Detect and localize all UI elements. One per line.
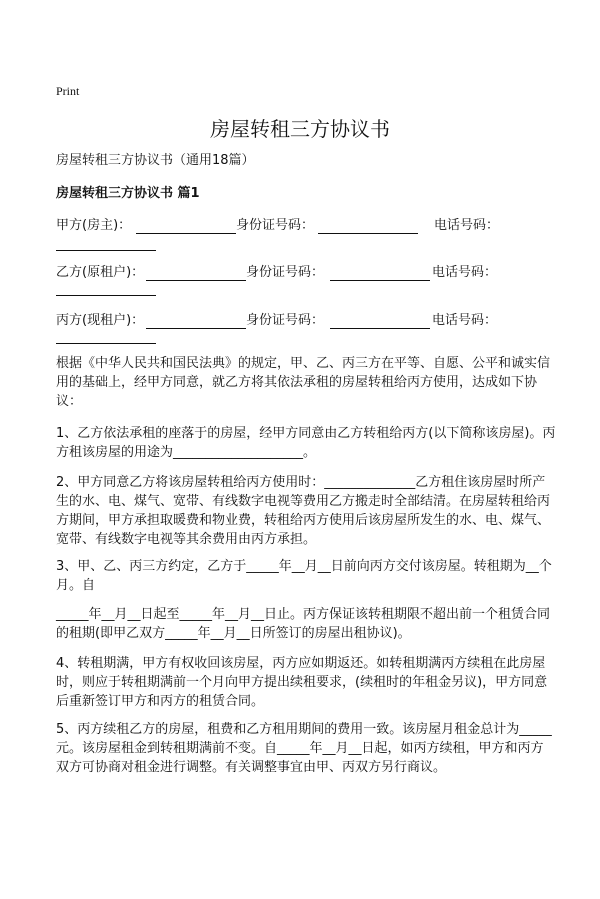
clause-5: 5、丙方续租乙方的房屋，租费和乙方租用期间的费用一致。该房屋月租金总计为_____元。该房屋租金到转租期满前不变。自_____年__月__日起，如丙方续租，甲方和丙方双方可协商对租金进行调整。有关调整事宜由甲、丙双方另行商议。 (56, 722, 552, 775)
phone-blank (56, 295, 156, 296)
phone-label: 电话号码： (432, 313, 498, 328)
party-label: 甲方(房主)： (56, 218, 132, 233)
id-blank (330, 328, 430, 329)
print-label: Print (56, 84, 80, 98)
id-label: 身份证号码： (246, 313, 325, 328)
phone-blank (56, 250, 156, 251)
document-title: 房屋转租三方协议书 (210, 117, 390, 141)
party-row-original-tenant (56, 265, 556, 305)
name-blank (146, 328, 246, 329)
id-label: 身份证号码： (246, 265, 325, 280)
name-blank (136, 233, 236, 234)
clause-4: 4、转租期满，甲方有权收回该房屋，丙方应如期返还。如转租期满丙方续租在此房屋时，则应于转租期满前一个月向甲方提出续租要求，(续租时的年租金另议)，甲方同意后重新签订甲方和丙方的租赁合同。 (56, 656, 548, 709)
intro-paragraph: 根据《中华人民共和国民法典》的规定，甲、乙、丙三方在平等、自愿、公平和诚实信用的基础上，经甲方同意，就乙方将其依法承租的房屋转租给丙方使用，达成如下协议： (56, 356, 551, 409)
phone-label: 电话号码： (434, 218, 500, 233)
party-label: 丙方(现租户)： (56, 313, 145, 328)
party-row-landlord (56, 218, 556, 258)
section-heading: 房屋转租三方协议书 篇1 (56, 186, 200, 201)
document-subtitle: 房屋转租三方协议书（通用18篇） (56, 153, 255, 168)
clause-1: 1、乙方依法承租的座落于的房屋，经甲方同意由乙方转租给丙方(以下简称该房屋)。丙方租该房屋的用途为____________________。 (56, 426, 556, 460)
id-blank (318, 233, 418, 234)
id-label: 身份证号码： (236, 218, 315, 233)
party-label: 乙方(原租户)： (56, 265, 145, 280)
id-blank (330, 280, 430, 281)
clause-3-line-2: _____年__月__日起至_____年__月__日止。丙方保证该转租期限不超出前一个租赁合同的租期(即甲乙双方_____年__月__日所签订的房屋出租协议)。 (56, 607, 551, 641)
clause-2: 2、甲方同意乙方将该房屋转租给丙方使用时：______________乙方租住该房屋时所产生的水、电、煤气、宽带、有线数字电视等费用乙方搬走时全部结清。在房屋转租给丙方期间，甲方承担取暖费和物业费，转租给丙方使用后该房屋所发生的水、电、煤气、宽带、有线数字电视等其余费用由丙方承担。 (56, 475, 551, 547)
phone-label: 电话号码： (432, 265, 498, 280)
party-row-current-tenant (56, 313, 556, 353)
phone-blank (56, 343, 156, 344)
name-blank (146, 280, 246, 281)
clause-3-line-1: 3、甲、乙、丙三方约定，乙方于_____年__月__日前向丙方交付该房屋。转租期为__个月。自 (56, 559, 552, 593)
